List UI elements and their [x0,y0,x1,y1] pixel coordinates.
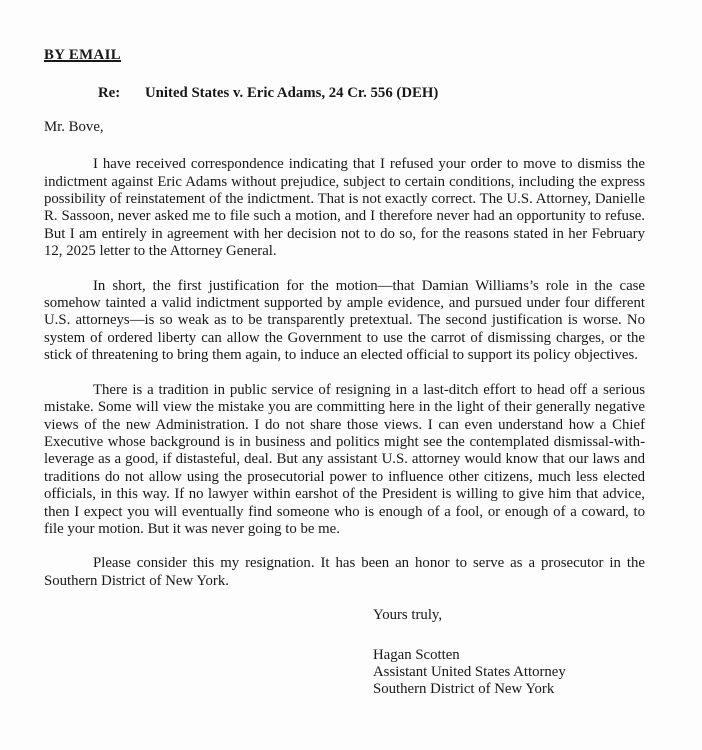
signature-office: Southern District of New York [373,681,555,698]
re-label: Re: [98,85,121,102]
closing-valediction: Yours truly, [373,607,443,624]
delivery-method-label: BY EMAIL [44,47,122,63]
case-caption: United States v. Eric Adams, 24 Cr. 556 (DEH) [145,85,439,102]
paragraph-3: There is a tradition in public service of resigning in a last-ditch effort to head off a serious mistake. Some will view the mistake you are committing here in the light of their generally negative views of the new Administration. I do not share those views. I can even understand how a Chief Executive whose background is in business and politics might see the contemplated dismissal-with-leverage as a good, if distasteful, deal. But any assistant U.S. attorney would know that our laws and traditions do not allow using the prosecutorial power to influence other citizens, much less elected officials, in this way. If no lawyer within earshot of the President is willing to give him that advice, then I expect you will eventually find someone who is enough of a fool, or enough of a coward, to file your motion. But it was never going to be me. [44,381,645,537]
paragraph-4: Please consider this my resignation. It has been an honor to serve as a prosecutor in the Southern District of New York. [44,555,645,589]
signature-title: Assistant United States Attorney [373,663,566,680]
letter-body [44,47,645,699]
paragraph-1: I have received correspondence indicating that I refused your order to move to dismiss the indictment against Eric Adams without prejudice, subject to certain conditions, including the express possibility of reinstatement of the indictment. That is not exactly correct. The U.S. Attorney, Danielle R. Sassoon, never asked me to file such a motion, and I therefore never had an opportunity to refuse. But I am entirely in agreement with her decision not to do so, for the reasons stated in her February 12, 2025 letter to the Attorney General. [44,156,645,260]
signature-name: Hagan Scotten [373,646,460,663]
salutation: Mr. Bove, [44,118,104,135]
subject-line [44,85,645,102]
paragraph-2: In short, the first justification for the motion—that Damian Williams’s role in the case somehow tainted a valid indictment supported by ample evidence, and pursued under four different U.S. attorneys—is so weak as to be transparently pretextual. The second justification is worse. No system of ordered liberty can allow the Government to use the carrot of dismissing charges, or the stick of threatening to bring them again, to induce an elected official to support its policy objectives. [44,277,645,364]
signature-block [373,607,645,699]
signature-lines [373,647,645,699]
